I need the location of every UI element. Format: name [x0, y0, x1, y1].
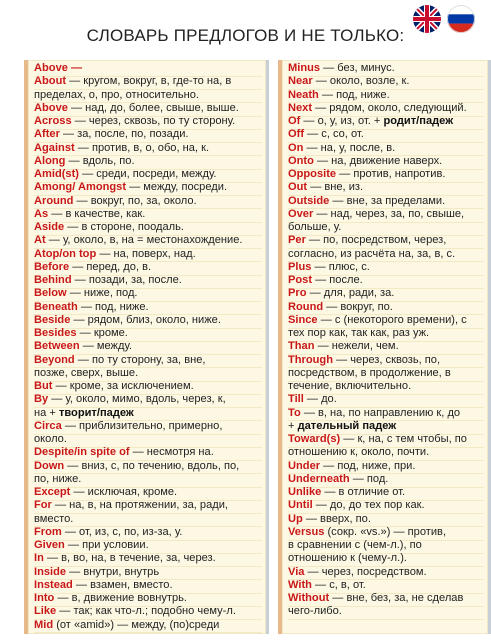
- translation: — после.: [312, 274, 363, 286]
- preposition: Per: [288, 234, 306, 247]
- translation: (сокр. «vs.») — против,: [324, 525, 447, 538]
- left-column: [24, 60, 269, 634]
- preposition: Pro: [288, 287, 307, 300]
- preposition: Behind: [34, 274, 72, 286]
- translation: — исключая, кроме.: [70, 486, 178, 498]
- preposition: Over: [288, 207, 314, 220]
- preposition: About: [34, 75, 67, 88]
- case-note: творит/падеж: [58, 406, 134, 419]
- preposition: Toward(s): [288, 433, 341, 445]
- preposition: Up: [288, 512, 303, 525]
- translation: на +: [34, 406, 59, 419]
- translation: — в качестве, как.: [48, 207, 146, 220]
- preposition: Across: [34, 115, 72, 127]
- translation: — плюс, с.: [311, 260, 370, 273]
- preposition: Opposite: [288, 168, 337, 180]
- translation: — по, посредством, через,: [305, 234, 447, 247]
- preposition: Into: [34, 592, 55, 604]
- preposition: Down: [34, 459, 65, 472]
- ru-flag-icon: [447, 5, 475, 33]
- preposition: After: [34, 128, 60, 141]
- translation: посредством, в продолжение, в: [288, 366, 451, 379]
- case-note: родит/падеж: [383, 115, 454, 127]
- preposition: Circa: [34, 419, 62, 432]
- translation: — вокруг, по.: [323, 300, 393, 313]
- translation: — без, минус.: [320, 62, 395, 74]
- translation: — в, движение вовнутрь.: [54, 592, 188, 604]
- page-title: СЛОВАРЬ ПРЕДЛОГОВ И НЕ ТОЛЬКО:: [86, 26, 405, 45]
- translation: — вне, за пределами.: [329, 194, 446, 207]
- preposition: Out: [288, 181, 308, 194]
- translation: — против, в, о, обо, на, к.: [74, 141, 210, 154]
- preposition: As: [34, 207, 49, 220]
- preposition: Amid(st): [34, 168, 79, 180]
- translation: — под, ниже.: [318, 88, 390, 101]
- translation: — к, на, с тем чтобы, по: [340, 433, 467, 445]
- preposition: Through: [288, 353, 333, 366]
- preposition: Next: [288, 101, 313, 114]
- translation: — над, через, за, по, свыше,: [313, 207, 465, 220]
- preposition: Of: [288, 115, 301, 127]
- translation: — в, во, на, в течение, за, через.: [43, 552, 216, 565]
- preposition: Before: [34, 260, 70, 273]
- translation: пределах, о, про, относительно.: [34, 88, 200, 101]
- translation: — нежели, чем.: [314, 340, 399, 353]
- preposition: Until: [288, 499, 313, 512]
- preposition: To: [288, 406, 301, 419]
- translation: — за, после, по, позади.: [59, 128, 189, 141]
- translation: — на, поверх, над.: [96, 247, 196, 260]
- translation: — около, возле, к.: [312, 75, 410, 88]
- translation: — по ту сторону, за, вне,: [74, 353, 206, 366]
- translation: — на, в, на протяжении, за, ради,: [51, 499, 229, 512]
- translation: тех пор как, так как, раз уж.: [288, 327, 430, 339]
- uk-flag-icon: [413, 5, 441, 33]
- translation: — через, сквозь, по ту сторону.: [71, 115, 236, 127]
- translation: — вне, из.: [307, 181, 364, 194]
- translation: — вверх, по.: [302, 512, 371, 525]
- preposition: For: [34, 499, 52, 512]
- translation: чего-либо.: [288, 605, 342, 618]
- preposition: Minus: [288, 62, 321, 74]
- preposition: Like: [34, 605, 57, 618]
- preposition: Beside: [34, 313, 71, 326]
- preposition: Between: [34, 340, 80, 353]
- translation: позже, сверх, выше.: [34, 366, 139, 379]
- preposition: Mid: [34, 618, 54, 631]
- translation: — кроме.: [76, 327, 128, 339]
- dictionary-line: [34, 619, 262, 634]
- preposition: With: [288, 578, 312, 591]
- translation: — на, у, после, в.: [303, 141, 396, 154]
- preposition: Above —: [34, 62, 83, 74]
- translation: — позади, за, после.: [71, 274, 182, 286]
- translation: согласно, из расчёта на, за, в, с.: [288, 247, 456, 260]
- translation: — рядом, около, следующий.: [312, 101, 467, 114]
- translation: — рядом, близ, около, ниже.: [70, 313, 221, 326]
- translation: — кроме, за исключением.: [52, 380, 194, 392]
- preposition: At: [34, 234, 46, 247]
- preposition: From: [34, 525, 62, 538]
- translation: — среди, посреди, между.: [79, 168, 217, 180]
- translation: — через, посредством.: [304, 565, 427, 578]
- translation: в сравнении с (чем-л.), по: [288, 539, 422, 551]
- preposition: Except: [34, 486, 71, 498]
- translation: — взамен, вместо.: [72, 578, 173, 591]
- translation: — до, до тех пор как.: [312, 499, 425, 512]
- preposition: Beneath: [34, 300, 78, 313]
- preposition: Above: [34, 101, 68, 114]
- translation: — несмотря на.: [129, 446, 214, 459]
- preposition: Beyond: [34, 353, 75, 366]
- preposition: Aside: [34, 221, 65, 233]
- translation: — вдоль, по.: [65, 154, 135, 167]
- translation: — внутри, внутрь: [66, 565, 160, 578]
- translation: — у, около, мимо, вдоль, через, к,: [48, 393, 226, 406]
- translation: — перед, до, в.: [69, 260, 152, 273]
- preposition: In: [34, 552, 44, 565]
- preposition: Since: [288, 313, 318, 326]
- preposition: Instead: [34, 578, 73, 591]
- translation: (от «amid») — между, (по)среди: [53, 618, 220, 631]
- translation: отношению к, около, почти.: [288, 446, 430, 459]
- translation: отношению к (чему-л.).: [288, 552, 408, 565]
- preposition: Onto: [288, 154, 314, 167]
- preposition: But: [34, 380, 53, 392]
- preposition: Against: [34, 141, 75, 154]
- translation: — в отличие от.: [321, 486, 406, 498]
- preposition: Than: [288, 340, 315, 353]
- translation: около.: [34, 433, 67, 445]
- translation: — под, ниже.: [77, 300, 149, 313]
- translation: — кругом, вокруг, в, где-то на, в: [66, 75, 232, 88]
- preposition: Till: [288, 393, 304, 406]
- preposition: Neath: [288, 88, 319, 101]
- translation: — под.: [349, 472, 389, 485]
- translation: течение, включительно.: [288, 380, 412, 392]
- translation: — при условии.: [64, 539, 149, 551]
- translation: — в, на, по направлению к, до: [300, 406, 461, 419]
- preposition: Versus: [288, 525, 325, 538]
- translation: — с (некоторого времени), с: [317, 313, 467, 326]
- preposition: Inside: [34, 565, 67, 578]
- translation: — вниз, с, по течению, вдоль, по,: [64, 459, 240, 472]
- translation: — вне, без, за, не сделав: [329, 592, 464, 604]
- preposition: Off: [288, 128, 305, 141]
- translation: больше, у.: [288, 221, 342, 233]
- translation: — над, до, более, свыше, выше.: [67, 101, 239, 114]
- translation: +: [288, 419, 298, 432]
- preposition: Along: [34, 154, 66, 167]
- preposition: Under: [288, 459, 321, 472]
- translation: по, ниже.: [34, 472, 82, 485]
- translation: — с, в, от.: [311, 578, 366, 591]
- translation: — ниже, под.: [66, 287, 138, 300]
- translation: — приблизительно, примерно,: [61, 419, 223, 432]
- case-note: дательный падеж: [297, 419, 397, 432]
- dictionary-line: [288, 605, 484, 620]
- preposition: Without: [288, 592, 330, 604]
- preposition: Via: [288, 565, 305, 578]
- translation: — вокруг, по, за, около.: [73, 194, 197, 207]
- preposition: On: [288, 141, 304, 154]
- translation: — о, у, из, от. +: [300, 115, 384, 127]
- preposition: Among/ Amongst: [34, 181, 127, 194]
- preposition: Besides: [34, 327, 77, 339]
- preposition: Unlike: [288, 486, 322, 498]
- translation: — от, из, с, по, из-за, у.: [61, 525, 183, 538]
- preposition: Despite/in spite of: [34, 446, 130, 459]
- translation: — под, ниже, при.: [320, 459, 416, 472]
- translation: — для, ради, за.: [306, 287, 395, 300]
- preposition: Plus: [288, 260, 312, 273]
- translation: — в стороне, поодаль.: [64, 221, 185, 233]
- translation: — против, напротив.: [336, 168, 446, 180]
- translation: — между, посреди.: [126, 181, 228, 194]
- preposition: Atop/on top: [34, 247, 97, 260]
- preposition: By: [34, 393, 49, 406]
- preposition: Post: [288, 274, 313, 286]
- translation: — у, около, в, на = местонахождение.: [45, 234, 243, 247]
- right-column: [278, 60, 491, 634]
- translation: — на, движение наверх.: [313, 154, 443, 167]
- preposition: Near: [288, 75, 313, 88]
- translation: — так; как что-л.; подобно чему-л.: [56, 605, 236, 618]
- preposition: Outside: [288, 194, 330, 207]
- preposition: Around: [34, 194, 74, 207]
- preposition: Given: [34, 539, 65, 551]
- translation: — между.: [79, 340, 132, 353]
- translation: — с, со, от.: [304, 128, 364, 141]
- preposition: Round: [288, 300, 324, 313]
- preposition: Underneath: [288, 472, 350, 485]
- translation: — через, сквозь, по,: [332, 353, 441, 366]
- translation: — до.: [303, 393, 337, 406]
- translation: вместо.: [34, 512, 74, 525]
- preposition: Below: [34, 287, 67, 300]
